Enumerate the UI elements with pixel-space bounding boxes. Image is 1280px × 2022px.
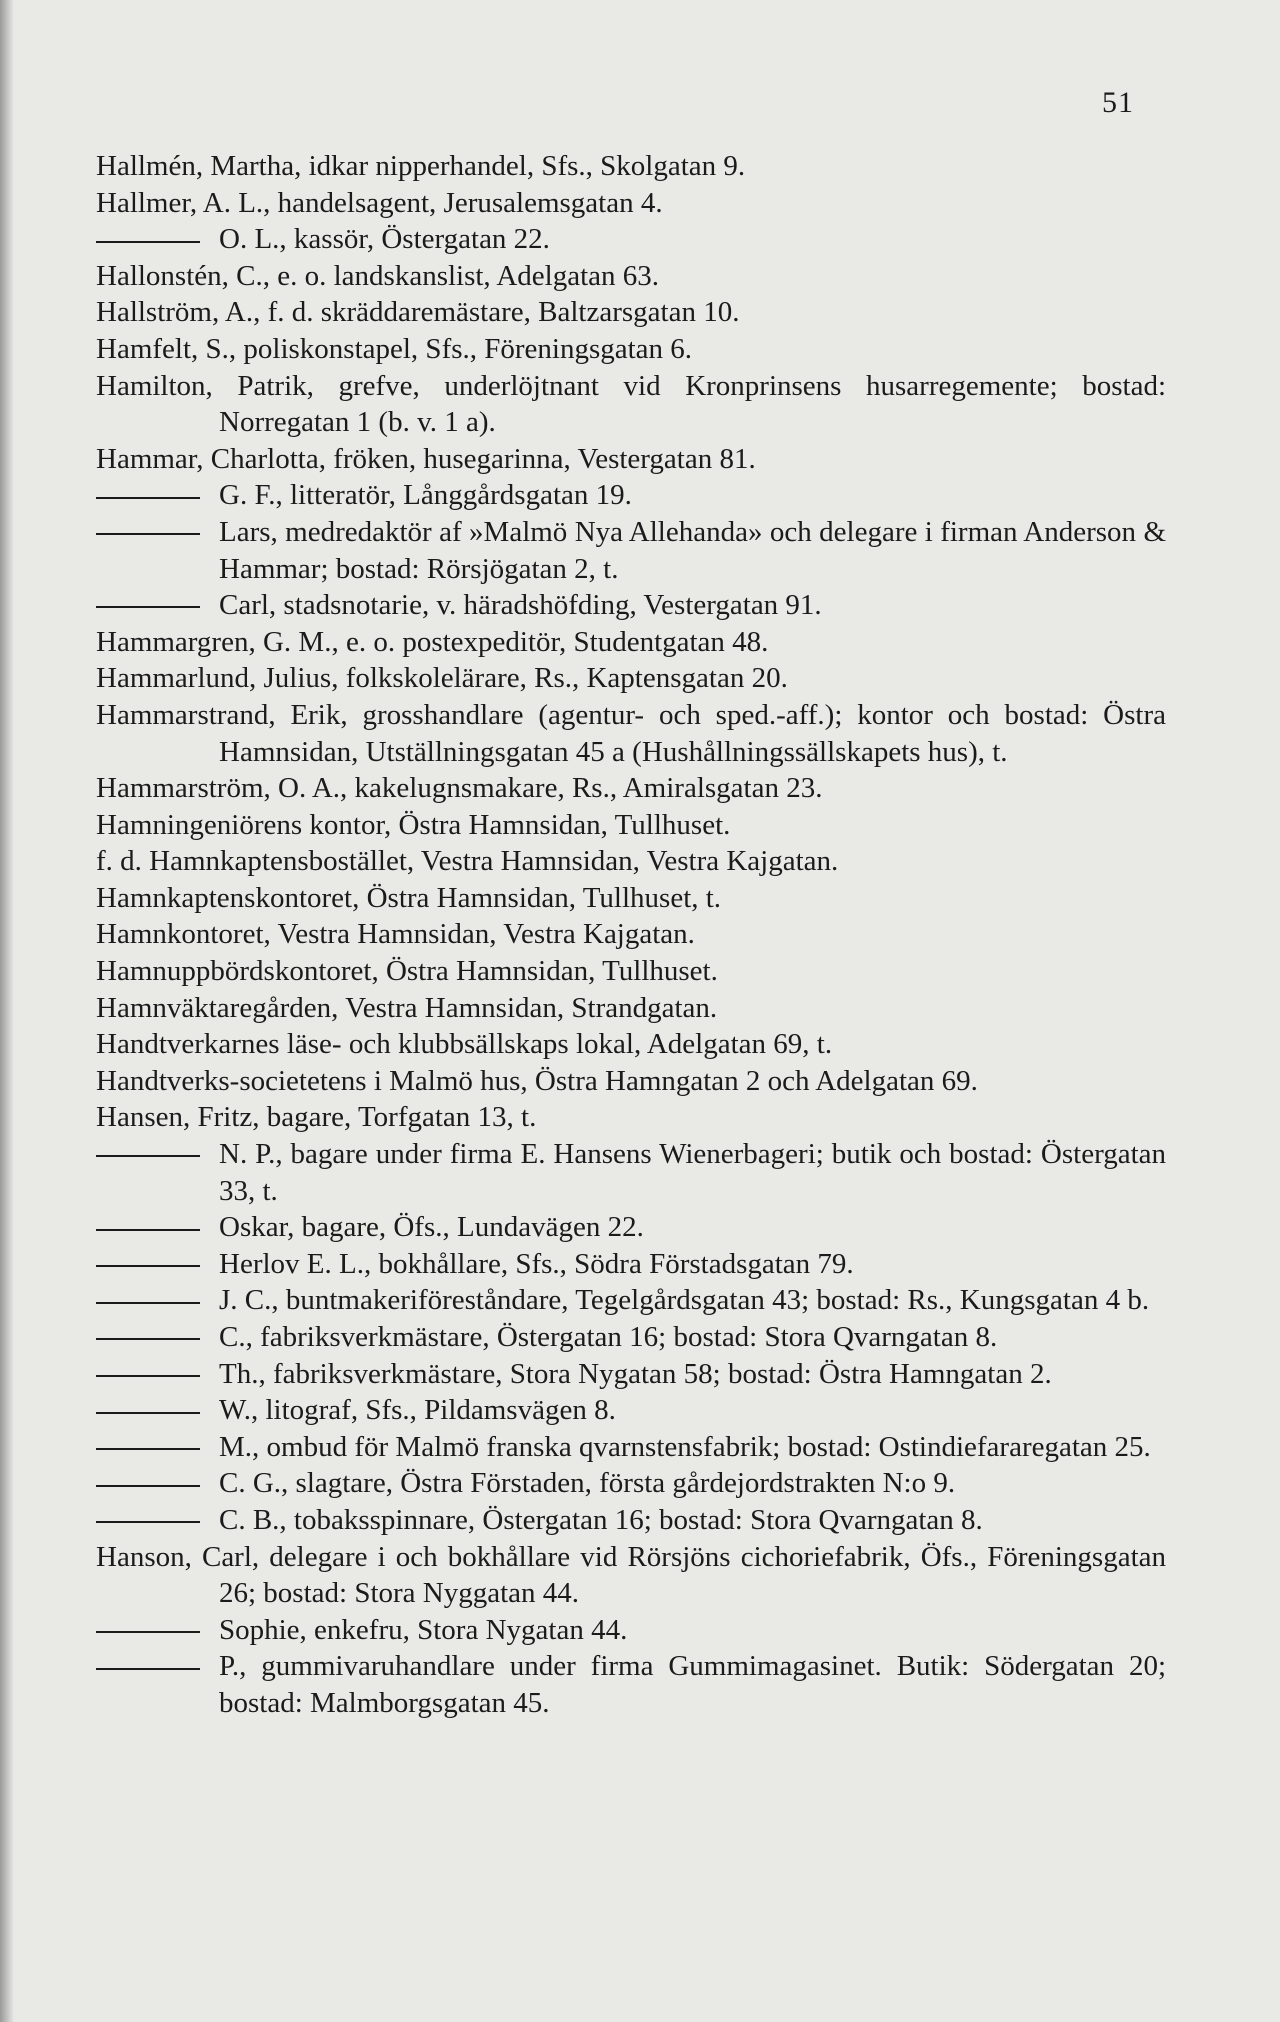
directory-entry [96,1648,1166,1721]
directory-entry [96,880,1166,917]
ditto-dash [96,1448,200,1450]
entry-text: C. G., slagtare, Östra Förstaden, första gårdejordstrakten N:o 9. [219,1467,956,1500]
directory-entry [96,1319,1166,1356]
directory-entry [96,1429,1166,1466]
directory-entry [96,1465,1166,1502]
directory-entry [96,916,1166,953]
ditto-dash [96,1338,200,1340]
entry-text: Hanson, Carl, delegare i och bokhållare vid Rörsjöns cichoriefabrik, Öfs., Föreningsgatan 26; bostad: Stora Nyggatan 44. [96,1540,1166,1610]
entry-text: Handtverkarnes läse- och klubbsällskaps lokal, Adelgatan 69, t. [96,1028,833,1061]
directory-entry [96,1356,1166,1393]
ditto-dash [96,1485,200,1487]
directory-entry [96,1209,1166,1246]
ditto-dash [96,1668,200,1670]
entry-text: J. C., buntmakeriföreståndare, Tegelgårdsgatan 43; bostad: Rs., Kungsgatan 4 b. [219,1284,1150,1317]
entry-text: Lars, medredaktör af »Malmö Nya Allehanda» och delegare i firman Anderson & Hammar; bostad: Rörsjögatan 2, t. [219,515,1166,585]
ditto-dash [96,1521,200,1523]
directory-entry [96,1539,1166,1612]
entry-text: Handtverks-societetens i Malmö hus, Östra Hamngatan 2 och Adelgatan 69. [96,1064,978,1097]
ditto-dash [96,533,200,535]
entry-text: Herlov E. L., bokhållare, Sfs., Södra Förstadsgatan 79. [219,1247,854,1280]
directory-entry [96,990,1166,1027]
ditto-dash [96,1155,200,1157]
entry-text: N. P., bagare under firma E. Hansens Wienerbageri; butik och bostad: Östergatan 33, t. [219,1138,1166,1207]
directory-entry [96,1136,1166,1209]
entry-text: Hamfelt, S., poliskonstapel, Sfs., Föreningsgatan 6. [96,332,693,365]
ditto-dash [96,1265,200,1267]
entry-text: Th., fabriksverkmästare, Stora Nygatan 58; bostad: Östra Hamngatan 2. [219,1357,1052,1390]
ditto-dash [96,1631,200,1633]
entry-text: f. d. Hamnkaptensbostället, Vestra Hamnsidan, Vestra Kajgatan. [96,845,839,878]
entry-text: W., litograf, Sfs., Pildamsvägen 8. [219,1394,616,1427]
entry-text: Hammarlund, Julius, folkskolelärare, Rs., Kaptensgatan 20. [96,662,788,695]
page-number: 51 [1102,86,1134,119]
entry-text: Hamningeniörens kontor, Östra Hamnsidan, Tullhuset. [96,808,731,841]
directory-entry [96,441,1166,478]
directory-entry [96,1612,1166,1649]
entry-text: Hamnkaptenskontoret, Östra Hamnsidan, Tullhuset, t. [96,881,722,914]
entry-text: G. F., litteratör, Långgårdsgatan 19. [219,479,632,512]
entry-text: Hamnväktaregården, Vestra Hamnsidan, Strandgatan. [96,991,718,1024]
entry-text: Hallmer, A. L., handelsagent, Jerusalemsgatan 4. [96,186,663,219]
page-edge-shadow [0,0,14,2022]
entry-text: C. B., tobaksspinnare, Östergatan 16; bostad: Stora Qvarngatan 8. [219,1503,983,1536]
directory-entries [96,148,1166,1722]
directory-entry [96,697,1166,770]
directory-entry [96,1063,1166,1100]
ditto-dash [96,1302,200,1304]
directory-entry [96,807,1166,844]
directory-entry [96,368,1166,441]
entry-text: Hammarström, O. A., kakelugnsmakare, Rs., Amiralsgatan 23. [96,772,823,805]
entry-text: P., gummivaruhandlare under firma Gummimagasinet. Butik: Södergatan 20; bostad: Malmborgsgatan 45. [219,1650,1166,1719]
directory-entry [96,953,1166,990]
entry-text: Hallmén, Martha, idkar nipperhandel, Sfs., Skolgatan 9. [96,150,746,182]
directory-entry [96,1246,1166,1283]
ditto-dash [96,497,200,499]
entry-text: Hammargren, G. M., e. o. postexpeditör, Studentgatan 48. [96,625,769,658]
directory-entry [96,185,1166,222]
entry-text: Hallström, A., f. d. skräddaremästare, Baltzarsgatan 10. [96,296,740,329]
directory-entry [96,770,1166,807]
directory-entry [96,148,1166,185]
entry-text: Hamilton, Patrik, grefve, underlöjtnant vid Kronprinsens husarregemente; bostad: Norregatan 1 (b. v. 1 a). [96,369,1166,439]
entry-text: Hamnuppbördskontoret, Östra Hamnsidan, Tullhuset. [96,955,718,988]
entry-text: Sophie, enkefru, Stora Nygatan 44. [219,1613,628,1646]
entry-text: Hammar, Charlotta, fröken, husegarinna, Vestergatan 81. [96,442,756,475]
directory-entry [96,843,1166,880]
directory-entry [96,331,1166,368]
ditto-dash [96,1412,200,1414]
entry-text: Hallonstén, C., e. o. landskanslist, Adelgatan 63. [96,259,660,292]
directory-entry [96,1392,1166,1429]
directory-entry [96,221,1166,258]
entry-text: O. L., kassör, Östergatan 22. [219,223,550,256]
directory-entry [96,1099,1166,1136]
entry-text: Hamnkontoret, Vestra Hamnsidan, Vestra Kajgatan. [96,918,695,951]
entry-text: Oskar, bagare, Öfs., Lundavägen 22. [219,1211,644,1244]
ditto-dash [96,1375,200,1377]
directory-entry [96,1502,1166,1539]
directory-entry [96,294,1166,331]
entry-text: C., fabriksverkmästare, Östergatan 16; bostad: Stora Qvarngatan 8. [219,1321,998,1353]
entry-text: Hansen, Fritz, bagare, Torfgatan 13, t. [96,1101,537,1134]
directory-entry [96,1282,1166,1319]
entry-text: Hammarstrand, Erik, grosshandlare (agentur- och sped.-aff.); kontor och bostad: Östra Hamnsidan, Utställningsgatan 45 a (Hushållningssällskapets hus), t. [96,698,1166,768]
directory-entry [96,587,1166,624]
directory-entry [96,258,1166,295]
directory-entry [96,514,1166,587]
directory-entry [96,660,1166,697]
entry-text: M., ombud för Malmö franska qvarnstensfabrik; bostad: Ostindiefararegatan 25. [219,1430,1151,1463]
ditto-dash [96,606,200,608]
directory-entry [96,477,1166,514]
ditto-dash [96,241,200,243]
entry-text: Carl, stadsnotarie, v. häradshöfding, Vestergatan 91. [219,589,822,622]
directory-entry [96,1026,1166,1063]
directory-entry [96,624,1166,661]
ditto-dash [96,1229,200,1231]
